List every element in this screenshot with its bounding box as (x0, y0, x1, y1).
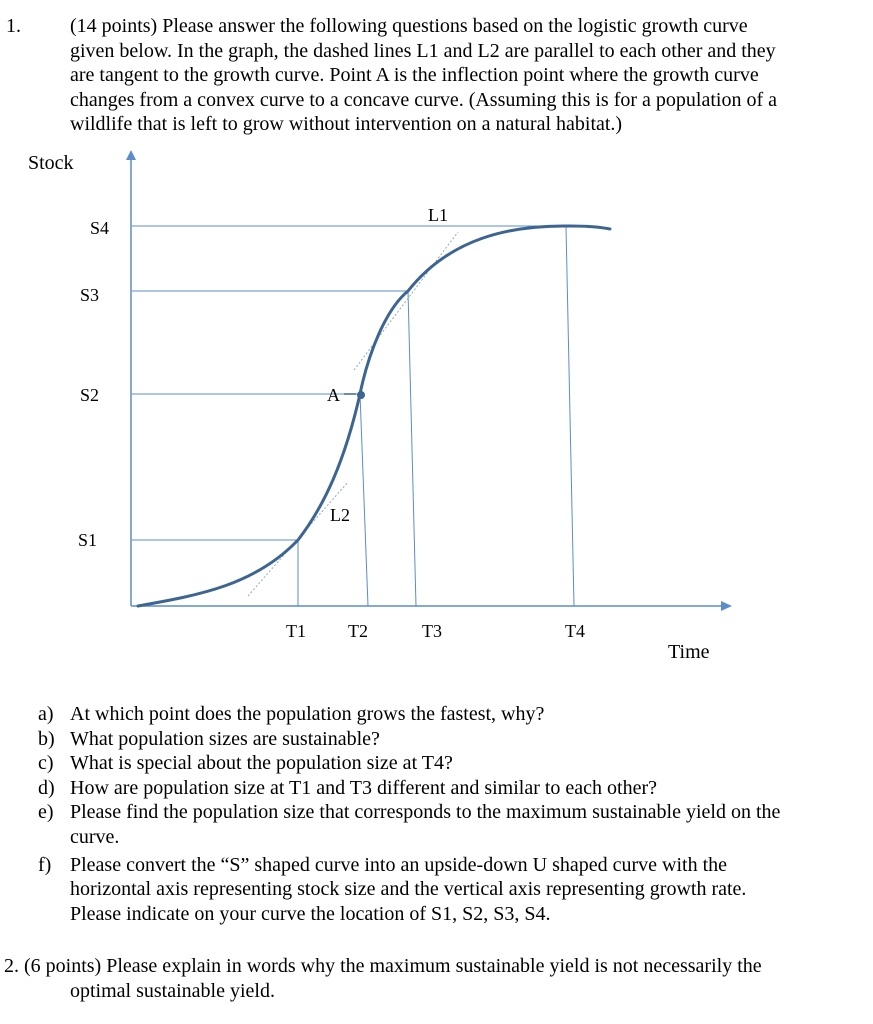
question-2 (4, 954, 864, 1003)
question-1-line: (14 points) Please answer the following questions based on the logistic growth curve (70, 15, 748, 37)
subquestion-label: b) (38, 727, 55, 750)
y-tick-label: S4 (90, 218, 110, 238)
growth-curve (138, 226, 610, 606)
tangent-label-l2: L2 (330, 505, 350, 525)
inflection-point-label: A (327, 385, 340, 405)
question-1-line: are tangent to the growth curve. Point A is the inflection point where the growth curve (70, 64, 759, 87)
question-2-line: optimal sustainable yield. (70, 979, 275, 1002)
x-axis-arrow (721, 601, 732, 611)
question-1-number: 1. (6, 15, 21, 37)
subquestion-text: How are population size at T1 and T3 different and similar to each other? (70, 776, 658, 799)
x-tick-label: T4 (565, 621, 585, 641)
subquestions-list (38, 702, 858, 926)
y-tick-label: S1 (78, 530, 98, 550)
subquestion-label: f) (38, 853, 52, 876)
subquestion-f (38, 853, 858, 927)
subquestion-text: What is special about the population size at T4? (70, 752, 453, 775)
guide-line-t3 (408, 291, 416, 606)
x-tick-label: T3 (422, 621, 442, 641)
subquestion-text: Please find the population size that corresponds to the maximum sustainable yield on the (70, 801, 781, 824)
y-axis-title: Stock (28, 152, 74, 174)
logistic-growth-chart (0, 140, 873, 680)
question-1-line: given below. In the graph, the dashed lines L1 and L2 are parallel to each other and they (70, 39, 776, 62)
subquestion-text: horizontal axis representing stock size and the vertical axis representing growth rate. (70, 878, 747, 901)
subquestion-b (38, 727, 858, 752)
subquestion-label: d) (38, 776, 55, 799)
subquestion-label: c) (38, 752, 54, 775)
y-axis-arrow (126, 150, 136, 160)
subquestion-e (38, 800, 858, 849)
x-axis-title: Time (668, 641, 710, 663)
subquestion-text: Please convert the “S” shaped curve into an upside-down U shaped curve with the (70, 853, 728, 876)
subquestion-c (38, 751, 858, 776)
x-tick-label: T2 (348, 621, 368, 641)
x-tick-label: T1 (286, 621, 306, 641)
subquestion-text: Please indicate on your curve the location of S1, S2, S3, S4. (70, 902, 551, 925)
question-2-line: 2. (6 points) Please explain in words why the maximum sustainable yield is not necessarily the (4, 955, 762, 977)
subquestion-d (38, 776, 858, 801)
question-1-line: changes from a convex curve to a concave curve. (Assuming this is for a population of a (70, 88, 777, 111)
y-tick-label: S3 (80, 285, 100, 305)
subquestion-text: At which point does the population grows the fastest, why? (70, 703, 545, 725)
guide-line-t2 (360, 394, 368, 606)
guide-line-t4 (566, 226, 574, 606)
subquestion-label: e) (38, 801, 54, 824)
subquestion-text: curve. (70, 825, 120, 848)
y-tick-label: S2 (80, 385, 100, 405)
tangent-line-l1 (354, 232, 458, 370)
question-1-text (70, 14, 860, 137)
inflection-point-marker (357, 391, 365, 399)
subquestion-label: a) (38, 703, 54, 725)
subquestion-a (38, 702, 858, 727)
subquestion-text: What population sizes are sustainable? (70, 727, 380, 750)
question-1-line: wildlife that is left to grow without intervention on a natural habitat.) (70, 113, 623, 136)
tangent-label-l1: L1 (428, 205, 448, 225)
